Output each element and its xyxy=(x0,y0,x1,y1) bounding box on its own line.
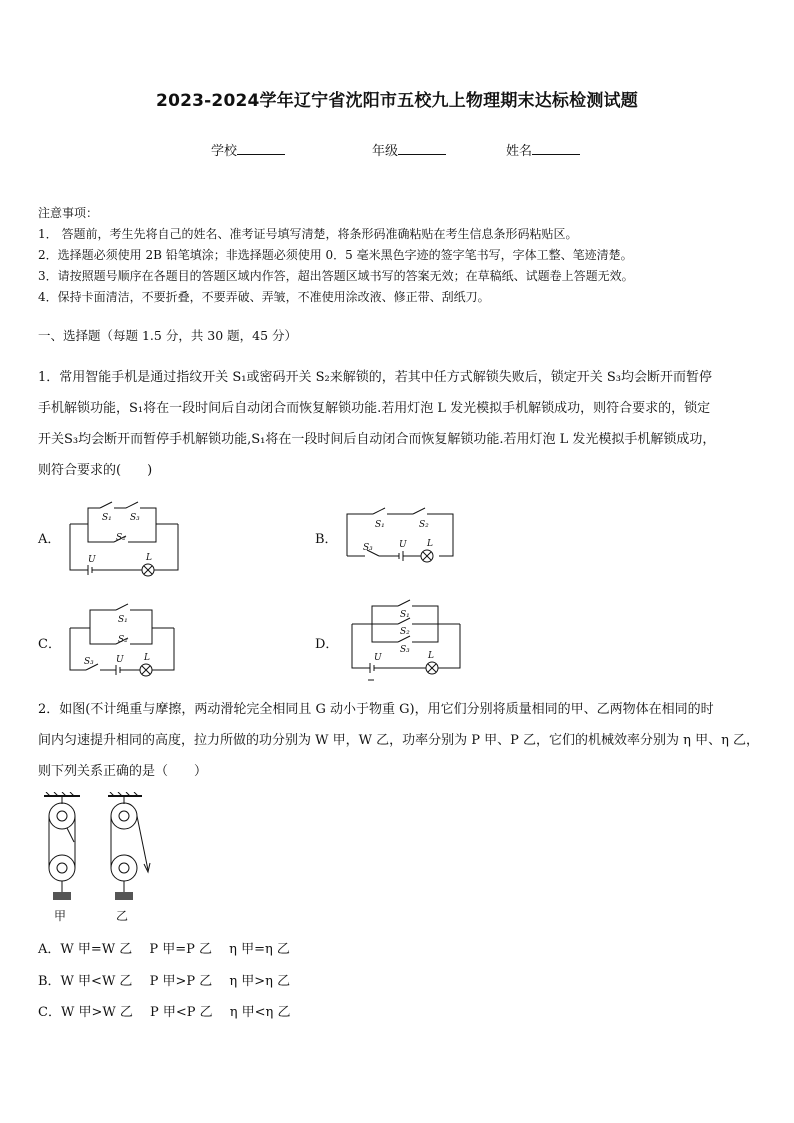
q2-option-c[interactable]: C．W 甲>W 乙 P 甲<P 乙 η 甲<η 乙 xyxy=(38,1005,291,1020)
figure-label-yi: 乙 xyxy=(116,909,129,923)
name-blank[interactable] xyxy=(532,143,580,155)
notes-block xyxy=(38,203,758,308)
label-s2: S₂ xyxy=(118,635,128,645)
grade-label: 年级 xyxy=(372,144,399,159)
label-l: L xyxy=(146,553,152,563)
pulley-diagram xyxy=(38,792,158,926)
question-2 xyxy=(38,694,760,787)
label-s2: S₂ xyxy=(116,533,126,543)
label-s3: S₃ xyxy=(84,657,94,667)
name-label: 姓名 xyxy=(506,144,533,159)
label-s3: S₃ xyxy=(363,543,373,553)
label-s1: S₁ xyxy=(118,615,128,625)
label-s2: S₂ xyxy=(400,627,410,637)
name-field xyxy=(506,140,580,159)
option-d-label[interactable]: D． xyxy=(315,637,339,652)
label-u: U xyxy=(399,540,407,550)
label-s3: S₃ xyxy=(400,645,410,655)
circuit-a-diagram xyxy=(66,498,186,578)
label-l: L xyxy=(144,653,150,663)
section-title: 一、选择题（每题 1.5 分，共 30 题，45 分） xyxy=(38,328,298,343)
page-title: 2023-2024学年辽宁省沈阳市五校九上物理期末达标检测试题 xyxy=(156,91,638,111)
label-l: L xyxy=(427,539,433,549)
label-u: U xyxy=(116,655,124,665)
grade-field xyxy=(372,140,446,159)
circuit-c xyxy=(66,598,182,684)
pulley-figure xyxy=(38,792,158,930)
label-u: U xyxy=(88,555,96,565)
label-l: L xyxy=(428,651,434,661)
school-label: 学校 xyxy=(211,144,238,159)
label-s3: S₃ xyxy=(130,513,140,523)
note-item: 4．保持卡面清洁，不要折叠，不要弄破、弄皱，不准使用涂改液、修正带、刮纸刀。 xyxy=(38,290,490,304)
note-item: 1． 答题前，考生先将自己的姓名、准考证号填写清楚，将条形码准确粘贴在考生信息条形码粘贴区。 xyxy=(38,227,578,241)
note-item: 2．选择题必须使用 2B 铅笔填涂；非选择题必须使用 0．5 毫米黑色字迹的签字笔书写，字体工整、笔迹清楚。 xyxy=(38,248,633,262)
notes-header: 注意事项： xyxy=(38,206,99,220)
circuit-b-diagram xyxy=(343,502,463,572)
option-c-label[interactable]: C． xyxy=(38,637,61,652)
label-s2: S₂ xyxy=(419,520,429,530)
grade-blank[interactable] xyxy=(398,143,446,155)
question-1 xyxy=(38,362,760,486)
note-item: 3．请按照题号顺序在各题目的答题区域内作答，超出答题区域书写的答案无效；在草稿纸、试题卷上答题无效。 xyxy=(38,269,634,283)
q2-line: 则下列关系正确的是（ ） xyxy=(38,764,208,779)
label-s1: S₁ xyxy=(102,513,112,523)
q2-line: 间内匀速提升相同的高度，拉力所做的功分别为 W 甲，W 乙，功率分别为 P 甲、P 乙，它们的机械效率分别为 η 甲、η 乙， xyxy=(38,733,759,748)
label-s1: S₁ xyxy=(400,610,410,620)
circuit-d-diagram xyxy=(348,598,466,684)
circuit-c-diagram xyxy=(66,598,182,684)
q1-line: 手机解锁功能，S₁将在一段时间后自动闭合而恢复解锁功能.若用灯泡 L 发光模拟手机解锁成功，则符合要求的，锁定 xyxy=(38,401,711,416)
option-a-label[interactable]: A． xyxy=(38,532,61,547)
q1-line: 开关S₃均会断开而暂停手机解锁功能,S₁将在一段时间后自动闭合而恢复解锁功能.若用灯泡 L 发光模拟手机解锁成功， xyxy=(38,432,716,447)
circuit-d xyxy=(348,598,466,684)
q2-option-a[interactable]: A．W 甲=W 乙 P 甲=P 乙 η 甲=η 乙 xyxy=(38,942,290,957)
q1-line: 1．常用智能手机是通过指纹开关 S₁或密码开关 S₂来解锁的，若其中任方式解锁失败后，锁定开关 S₃均会断开而暂停 xyxy=(38,370,713,385)
label-u: U xyxy=(374,653,382,663)
option-b-label[interactable]: B． xyxy=(315,532,338,547)
circuit-a xyxy=(66,498,186,578)
school-blank[interactable] xyxy=(237,143,285,155)
label-s1: S₁ xyxy=(375,520,385,530)
q2-line: 2．如图(不计绳重与摩擦，两动滑轮完全相同且 G 动小于物重 G)，用它们分别将质量相同的甲、乙两物体在相同的时 xyxy=(38,702,714,717)
q1-line: 则符合要求的( ) xyxy=(38,463,153,478)
q2-option-b[interactable]: B．W 甲<W 乙 P 甲>P 乙 η 甲>η 乙 xyxy=(38,974,291,989)
figure-label-jia: 甲 xyxy=(54,909,67,923)
school-field xyxy=(211,140,285,159)
circuit-b xyxy=(343,502,463,572)
